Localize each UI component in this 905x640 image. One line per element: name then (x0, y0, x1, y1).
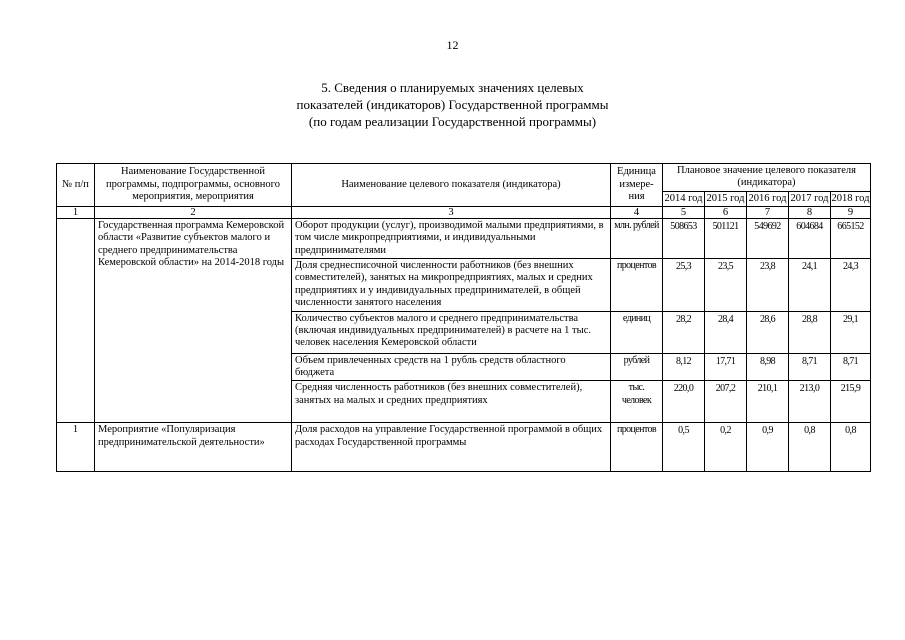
value-cell: 23,8 (747, 259, 789, 312)
indicators-table (56, 163, 871, 472)
indicator-name: Объем привлеченных средств на 1 рубль средств областного бюджета (292, 353, 611, 381)
column-number: 9 (831, 206, 871, 218)
header-year: 2015 год (705, 191, 747, 206)
header-program: Наименование Государственной программы, подпрограммы, основного мероприятия, мероприятия (95, 164, 292, 207)
row-number (57, 218, 95, 423)
table-row (57, 218, 871, 258)
value-cell: 8,12 (663, 353, 705, 381)
document-title (0, 79, 905, 130)
value-cell: 0,8 (831, 423, 871, 472)
value-cell: 220,0 (663, 381, 705, 423)
page-number: 12 (446, 38, 459, 52)
title-line: показателей (индикаторов) Государственной программы (296, 97, 609, 112)
column-number: 8 (789, 206, 831, 218)
indicator-name: Доля расходов на управление Государственной программой в общих расходах Государственной программы (292, 423, 611, 472)
value-cell: 0,2 (705, 423, 747, 472)
unit-cell: процентов (611, 423, 663, 472)
header-year: 2014 год (663, 191, 705, 206)
value-cell: 28,4 (705, 311, 747, 353)
header-year: 2016 год (747, 191, 789, 206)
indicator-name: Доля среднесписочной численности работников (без внешних совместителей), занятых на микропредприятиях, малых и средних предприятиях и у индивидуальных предпринимателей, в общей численности занятого населения (292, 259, 611, 312)
value-cell: 213,0 (789, 381, 831, 423)
header-indicator: Наименование целевого показателя (индикатора) (292, 164, 611, 207)
value-cell: 17,71 (705, 353, 747, 381)
value-cell: 210,1 (747, 381, 789, 423)
unit-cell: процентов (611, 259, 663, 312)
value-cell: 549692 (747, 218, 789, 258)
value-cell: 8,71 (789, 353, 831, 381)
program-name: Государственная программа Кемеровской области «Развитие субъектов малого и среднего предпринимательства Кемеровской области» на 2014-2018 годы (95, 218, 292, 423)
column-number: 2 (95, 206, 292, 218)
column-number: 3 (292, 206, 611, 218)
header-year: 2017 год (789, 191, 831, 206)
title-line: (по годам реализации Государственной программы) (308, 114, 597, 129)
header-year: 2018 год (831, 191, 871, 206)
value-cell: 508653 (663, 218, 705, 258)
row-number: 1 (57, 423, 95, 472)
indicator-name: Средняя численность работников (без внешних совместителей), занятых на малых и средних предприятиях (292, 381, 611, 423)
unit-cell: единиц (611, 311, 663, 353)
unit-cell: млн. рублей (611, 218, 663, 258)
column-number: 4 (611, 206, 663, 218)
indicator-name: Количество субъектов малого и среднего предпринимательства (включая индивидуальных предпринимателей) в расчете на 1 тыс. человек населения Кемеровской области (292, 311, 611, 353)
value-cell: 24,3 (831, 259, 871, 312)
value-cell: 28,8 (789, 311, 831, 353)
value-cell: 0,5 (663, 423, 705, 472)
value-cell: 8,71 (831, 353, 871, 381)
header-unit: Единица измере-ния (611, 164, 663, 207)
value-cell: 29,1 (831, 311, 871, 353)
value-cell: 215,9 (831, 381, 871, 423)
column-numbers-row (57, 206, 871, 218)
value-cell: 23,5 (705, 259, 747, 312)
value-cell: 28,2 (663, 311, 705, 353)
header-num: № п/п (57, 164, 95, 207)
value-cell: 8,98 (747, 353, 789, 381)
program-name: Мероприятие «Популяризация предпринимательской деятельности» (95, 423, 292, 472)
table-row (57, 423, 871, 472)
unit-cell: тыс. человек (611, 381, 663, 423)
unit-cell: рублей (611, 353, 663, 381)
value-cell: 25,3 (663, 259, 705, 312)
column-number: 1 (57, 206, 95, 218)
column-number: 5 (663, 206, 705, 218)
value-cell: 0,8 (789, 423, 831, 472)
value-cell: 24,1 (789, 259, 831, 312)
header-planned: Плановое значение целевого показателя (индикатора) (663, 164, 871, 192)
column-number: 6 (705, 206, 747, 218)
value-cell: 604684 (789, 218, 831, 258)
value-cell: 28,6 (747, 311, 789, 353)
indicator-name: Оборот продукции (услуг), производимой малыми предприятиями, в том числе микропредприятиями, и индивидуальными предпринимателями (292, 218, 611, 258)
value-cell: 665152 (831, 218, 871, 258)
title-line: 5. Сведения о планируемых значениях целевых (321, 80, 584, 95)
value-cell: 207,2 (705, 381, 747, 423)
value-cell: 501121 (705, 218, 747, 258)
column-number: 7 (747, 206, 789, 218)
value-cell: 0,9 (747, 423, 789, 472)
